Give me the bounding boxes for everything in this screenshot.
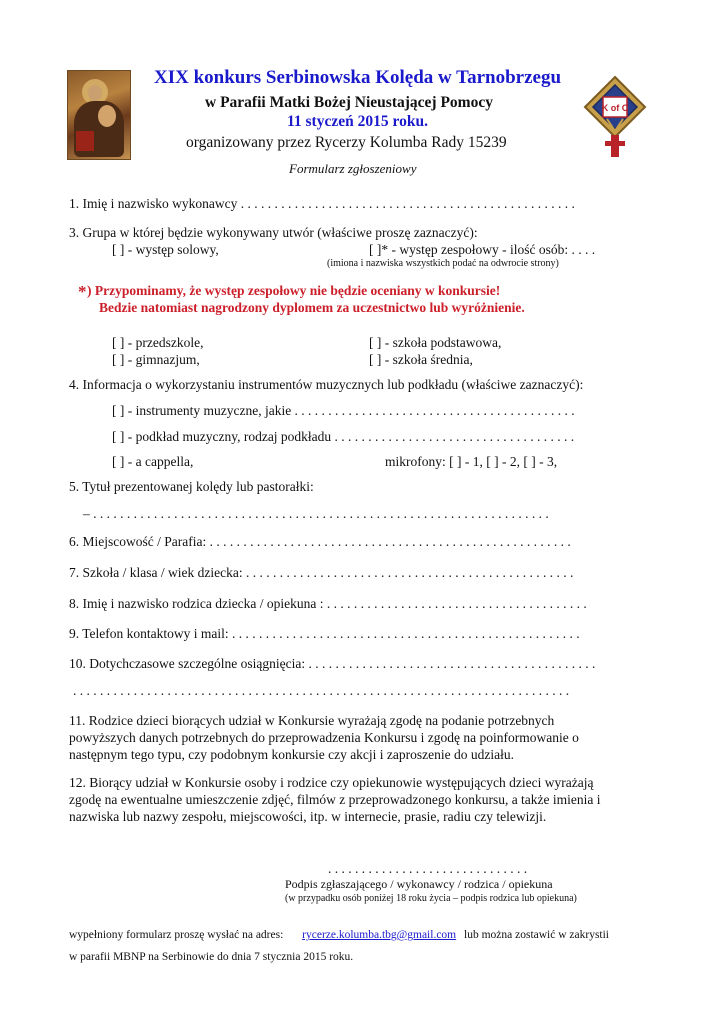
checkbox-preschool[interactable]: [ ] - przedszkole, bbox=[112, 335, 204, 350]
field-carol-title[interactable]: – . . . . . . . . . . . . . . . . . . . . . . . . . . . . . . . . . . . . . . . . . . . . . . . . . . . . . . . . . . . . . . . . . . . . bbox=[83, 506, 549, 521]
reminder-asterisk: * bbox=[78, 282, 87, 301]
logo-text: K of C bbox=[601, 103, 629, 113]
footer-email-link[interactable]: rycerze.kolumba.tbg@gmail.com bbox=[302, 929, 457, 941]
form-title: Formularz zgłoszeniowy bbox=[289, 161, 417, 176]
madonna-icon-image bbox=[67, 70, 131, 160]
section-group-heading: 3. Grupa w której będzie wykonywany utwór (właściwe proszę zaznaczyć): bbox=[69, 225, 478, 240]
footer-line-2: w parafii MBNP na Serbinowie do dnia 7 stycznia 2015 roku. bbox=[69, 951, 354, 963]
group-names-note: (imiona i nazwiska wszystkich podać na odwrocie strony) bbox=[327, 258, 559, 269]
contest-date: 11 styczeń 2015 roku. bbox=[287, 113, 428, 130]
organizer-line: organizowany przez Rycerzy Kolumba Rady 15239 bbox=[186, 134, 507, 151]
signature-note: (w przypadku osób poniżej 18 roku życia – podpis rodzica lub opiekuna) bbox=[285, 893, 577, 904]
checkbox-high-school[interactable]: [ ] - szkoła średnia, bbox=[369, 352, 473, 367]
footer-text-before: wypełniony formularz proszę wysłać na adres: bbox=[69, 929, 284, 941]
reminder-line-2: Bedzie natomiast nagrodzony dyplomem za uczestnictwo lub wyróżnienie. bbox=[99, 300, 525, 315]
checkbox-primary-school[interactable]: [ ] - szkoła podstawowa, bbox=[369, 335, 502, 350]
consent-12-line-2: zgodę na ewentualne umieszczenie zdjęć, filmów z przeprowadzonego konkursu, a także imienia i bbox=[69, 792, 601, 807]
field-achievements-continued[interactable]: . . . . . . . . . . . . . . . . . . . . . . . . . . . . . . . . . . . . . . . . . . . . . . . . . . . . . . . . . . . . . . . . . . . . . . . . . . bbox=[73, 683, 570, 698]
checkbox-backing-track[interactable]: [ ] - podkład muzyczny, rodzaj podkładu . . . . . . . . . . . . . . . . . . . . . . . . . . . . . . . . . . . . bbox=[112, 429, 575, 444]
consent-11-line-1: 11. Rodzice dzieci biorących udział w Konkursie wyrażają zgodę na podanie potrzebnych bbox=[69, 713, 555, 728]
contest-title: XIX konkurs Serbinowska Kolęda w Tarnobrzegu bbox=[154, 67, 562, 88]
consent-12-line-1: 12. Biorący udział w Konkursie osoby i rodzice czy opiekunowie występujących dzieci wyrażają bbox=[69, 775, 594, 790]
consent-12-line-3: nazwiska lub nazwy zespołu, miejscowości, itp. w internecie, prasie, radiu czy telewizji. bbox=[69, 809, 547, 824]
section-instruments-heading: 4. Informacja o wykorzystaniu instrumentów muzycznych lub podkładu (właściwe zaznaczyć): bbox=[69, 377, 584, 392]
field-performer-name[interactable]: 1. Imię i nazwisko wykonawcy . . . . . . . . . . . . . . . . . . . . . . . . . . . . . . . . . . . . . . . . . . . . . . . . . . bbox=[69, 196, 575, 211]
signature-label: Podpis zgłaszającego / wykonawcy / rodzica / opiekuna bbox=[285, 877, 553, 891]
microphone-options[interactable]: mikrofony: [ ] - 1, [ ] - 2, [ ] - 3, bbox=[385, 454, 558, 469]
reminder-line-1: ) Przypominamy, że występ zespołowy nie będzie oceniany w konkursie! bbox=[87, 283, 501, 298]
field-school-class-age[interactable]: 7. Szkoła / klasa / wiek dziecka: . . . . . . . . . . . . . . . . . . . . . . . . . . . . . . . . . . . . . . . . . . . . . . . . . bbox=[69, 565, 574, 580]
checkbox-solo[interactable]: [ ] - występ solowy, bbox=[112, 242, 219, 257]
parish-subtitle: w Parafii Matki Bożej Nieustającej Pomocy bbox=[205, 94, 493, 111]
footer-line-1 bbox=[69, 929, 609, 941]
section-carol-title: 5. Tytuł prezentowanej kolędy lub pastorałki: bbox=[69, 479, 314, 494]
signature-line[interactable]: . . . . . . . . . . . . . . . . . . . . . . . . . . . . . . bbox=[328, 861, 528, 876]
knights-of-columbus-logo bbox=[583, 75, 647, 163]
consent-11-line-2: powyższych danych potrzebnych do przeprowadzenia Konkursu i zgodę na poinformowanie o bbox=[69, 730, 579, 745]
field-achievements[interactable]: 10. Dotychczasowe szczególne osiągnięcia: . . . . . . . . . . . . . . . . . . . . . . . . . . . . . . . . . . . . . . . . . . . bbox=[69, 656, 596, 671]
footer-text-after: lub można zostawić w zakrystii bbox=[464, 929, 610, 941]
checkbox-middle-school[interactable]: [ ] - gimnazjum, bbox=[112, 352, 200, 367]
field-town-parish[interactable]: 6. Miejscowość / Parafia: . . . . . . . . . . . . . . . . . . . . . . . . . . . . . . . . . . . . . . . . . . . . . . . . . . . . . . bbox=[69, 534, 571, 549]
checkbox-instruments[interactable]: [ ] - instrumenty muzyczne, jakie . . . . . . . . . . . . . . . . . . . . . . . . . . . . . . . . . . . . . . . . . . bbox=[112, 403, 575, 418]
checkbox-group[interactable]: [ ]* - występ zespołowy - ilość osób: . . . . bbox=[369, 242, 596, 257]
field-phone-email[interactable]: 9. Telefon kontaktowy i mail: . . . . . . . . . . . . . . . . . . . . . . . . . . . . . . . . . . . . . . . . . . . . . . . . . . . . bbox=[69, 626, 580, 641]
consent-11-line-3: następnym tego typu, czy podobnym konkursie czy akcji i zaproszenie do udziału. bbox=[69, 747, 514, 762]
checkbox-a-cappella[interactable]: [ ] - a cappella, bbox=[112, 454, 194, 469]
field-parent-name[interactable]: 8. Imię i nazwisko rodzica dziecka / opiekuna : . . . . . . . . . . . . . . . . . . . . . . . . . . . . . . . . . . . . . . . bbox=[69, 596, 587, 611]
